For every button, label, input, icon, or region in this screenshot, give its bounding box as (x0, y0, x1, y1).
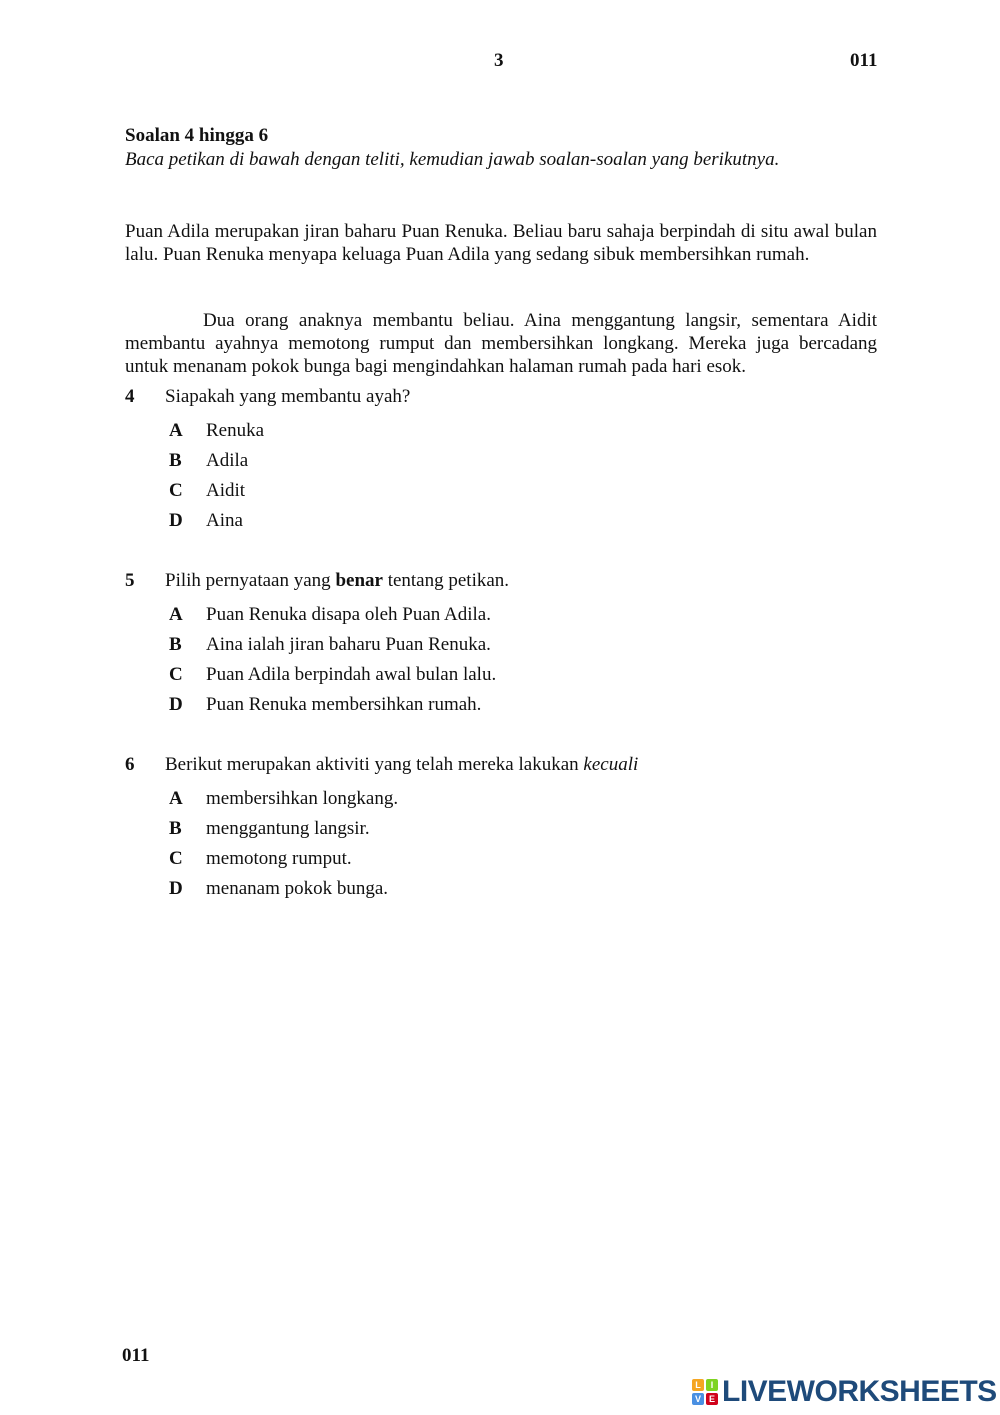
option-b[interactable]: Adila (206, 450, 249, 471)
logo-text: LIVEWORKSHEETS (722, 1375, 997, 1408)
option-letter-d: D (169, 694, 183, 715)
question-number: 5 (125, 570, 135, 591)
option-letter-c: C (169, 480, 183, 501)
option-letter-a: A (169, 788, 183, 809)
document-code-header: 011 (850, 50, 878, 71)
question-text-emphasis: benar (335, 570, 383, 591)
logo-block: V (692, 1393, 704, 1405)
option-letter-b: B (169, 634, 182, 655)
option-c[interactable]: Aidit (206, 480, 246, 501)
question-text: Siapakah yang membantu ayah? (165, 386, 411, 407)
option-c[interactable]: memotong rumput. (206, 848, 352, 869)
logo-block: L (692, 1379, 704, 1391)
option-letter-b: B (169, 450, 182, 471)
option-letter-c: C (169, 848, 183, 869)
question-number: 6 (125, 754, 135, 775)
option-letter-d: D (169, 510, 183, 531)
logo-block: E (706, 1393, 718, 1405)
passage-paragraph-1: Puan Adila merupakan jiran baharu Puan Renuka. Beliau baru sahaja berpindah di situ awal bulan lalu. Puan Renuka menyapa keluaga Puan Adila yang sedang sibuk membersihkan rumah. (125, 221, 877, 265)
option-letter-a: A (169, 604, 183, 625)
option-b[interactable]: menggantung langsir. (206, 818, 370, 839)
question-text-start: Berikut merupakan aktiviti yang telah mereka lakukan (165, 754, 584, 775)
logo-block: I (706, 1379, 718, 1391)
option-b[interactable]: Aina ialah jiran baharu Puan Renuka. (206, 634, 491, 655)
question-text-start: Pilih pernyataan yang (165, 570, 336, 591)
option-a[interactable]: Puan Renuka disapa oleh Puan Adila. (206, 604, 491, 625)
question-text (165, 570, 509, 592)
section-title: Soalan 4 hingga 6 (125, 125, 269, 146)
logo-blocks-icon (692, 1379, 718, 1405)
passage-paragraph-2: Dua orang anaknya membantu beliau. Aina menggantung langsir, sementara Aidit membantu ayahnya memotong rumput dan membersihkan longkang. Mereka juga bercadang untuk menanam pokok bunga bagi mengindahkan halaman rumah pada hari esok. (125, 310, 877, 377)
option-letter-b: B (169, 818, 182, 839)
question-number: 4 (125, 386, 135, 407)
option-c[interactable]: Puan Adila berpindah awal bulan lalu. (206, 664, 497, 685)
document-code-footer: 011 (122, 1345, 150, 1366)
section-instruction: Baca petikan di bawah dengan teliti, kemudian jawab soalan-soalan yang berikutnya. (125, 149, 780, 170)
option-d[interactable]: menanam pokok bunga. (206, 878, 389, 899)
option-d[interactable]: Aina (206, 510, 243, 531)
option-letter-a: A (169, 420, 183, 441)
option-letter-c: C (169, 664, 183, 685)
option-d[interactable]: Puan Renuka membersihkan rumah. (206, 694, 482, 715)
question-text (165, 754, 638, 776)
liveworksheets-logo (692, 1375, 997, 1409)
question-text-end: tentang petikan. (382, 570, 510, 591)
option-a[interactable]: Renuka (206, 420, 265, 441)
page-number: 3 (494, 50, 504, 71)
option-a[interactable]: membersihkan longkang. (206, 788, 399, 809)
option-letter-d: D (169, 878, 183, 899)
question-text-emphasis: kecuali (583, 754, 639, 775)
